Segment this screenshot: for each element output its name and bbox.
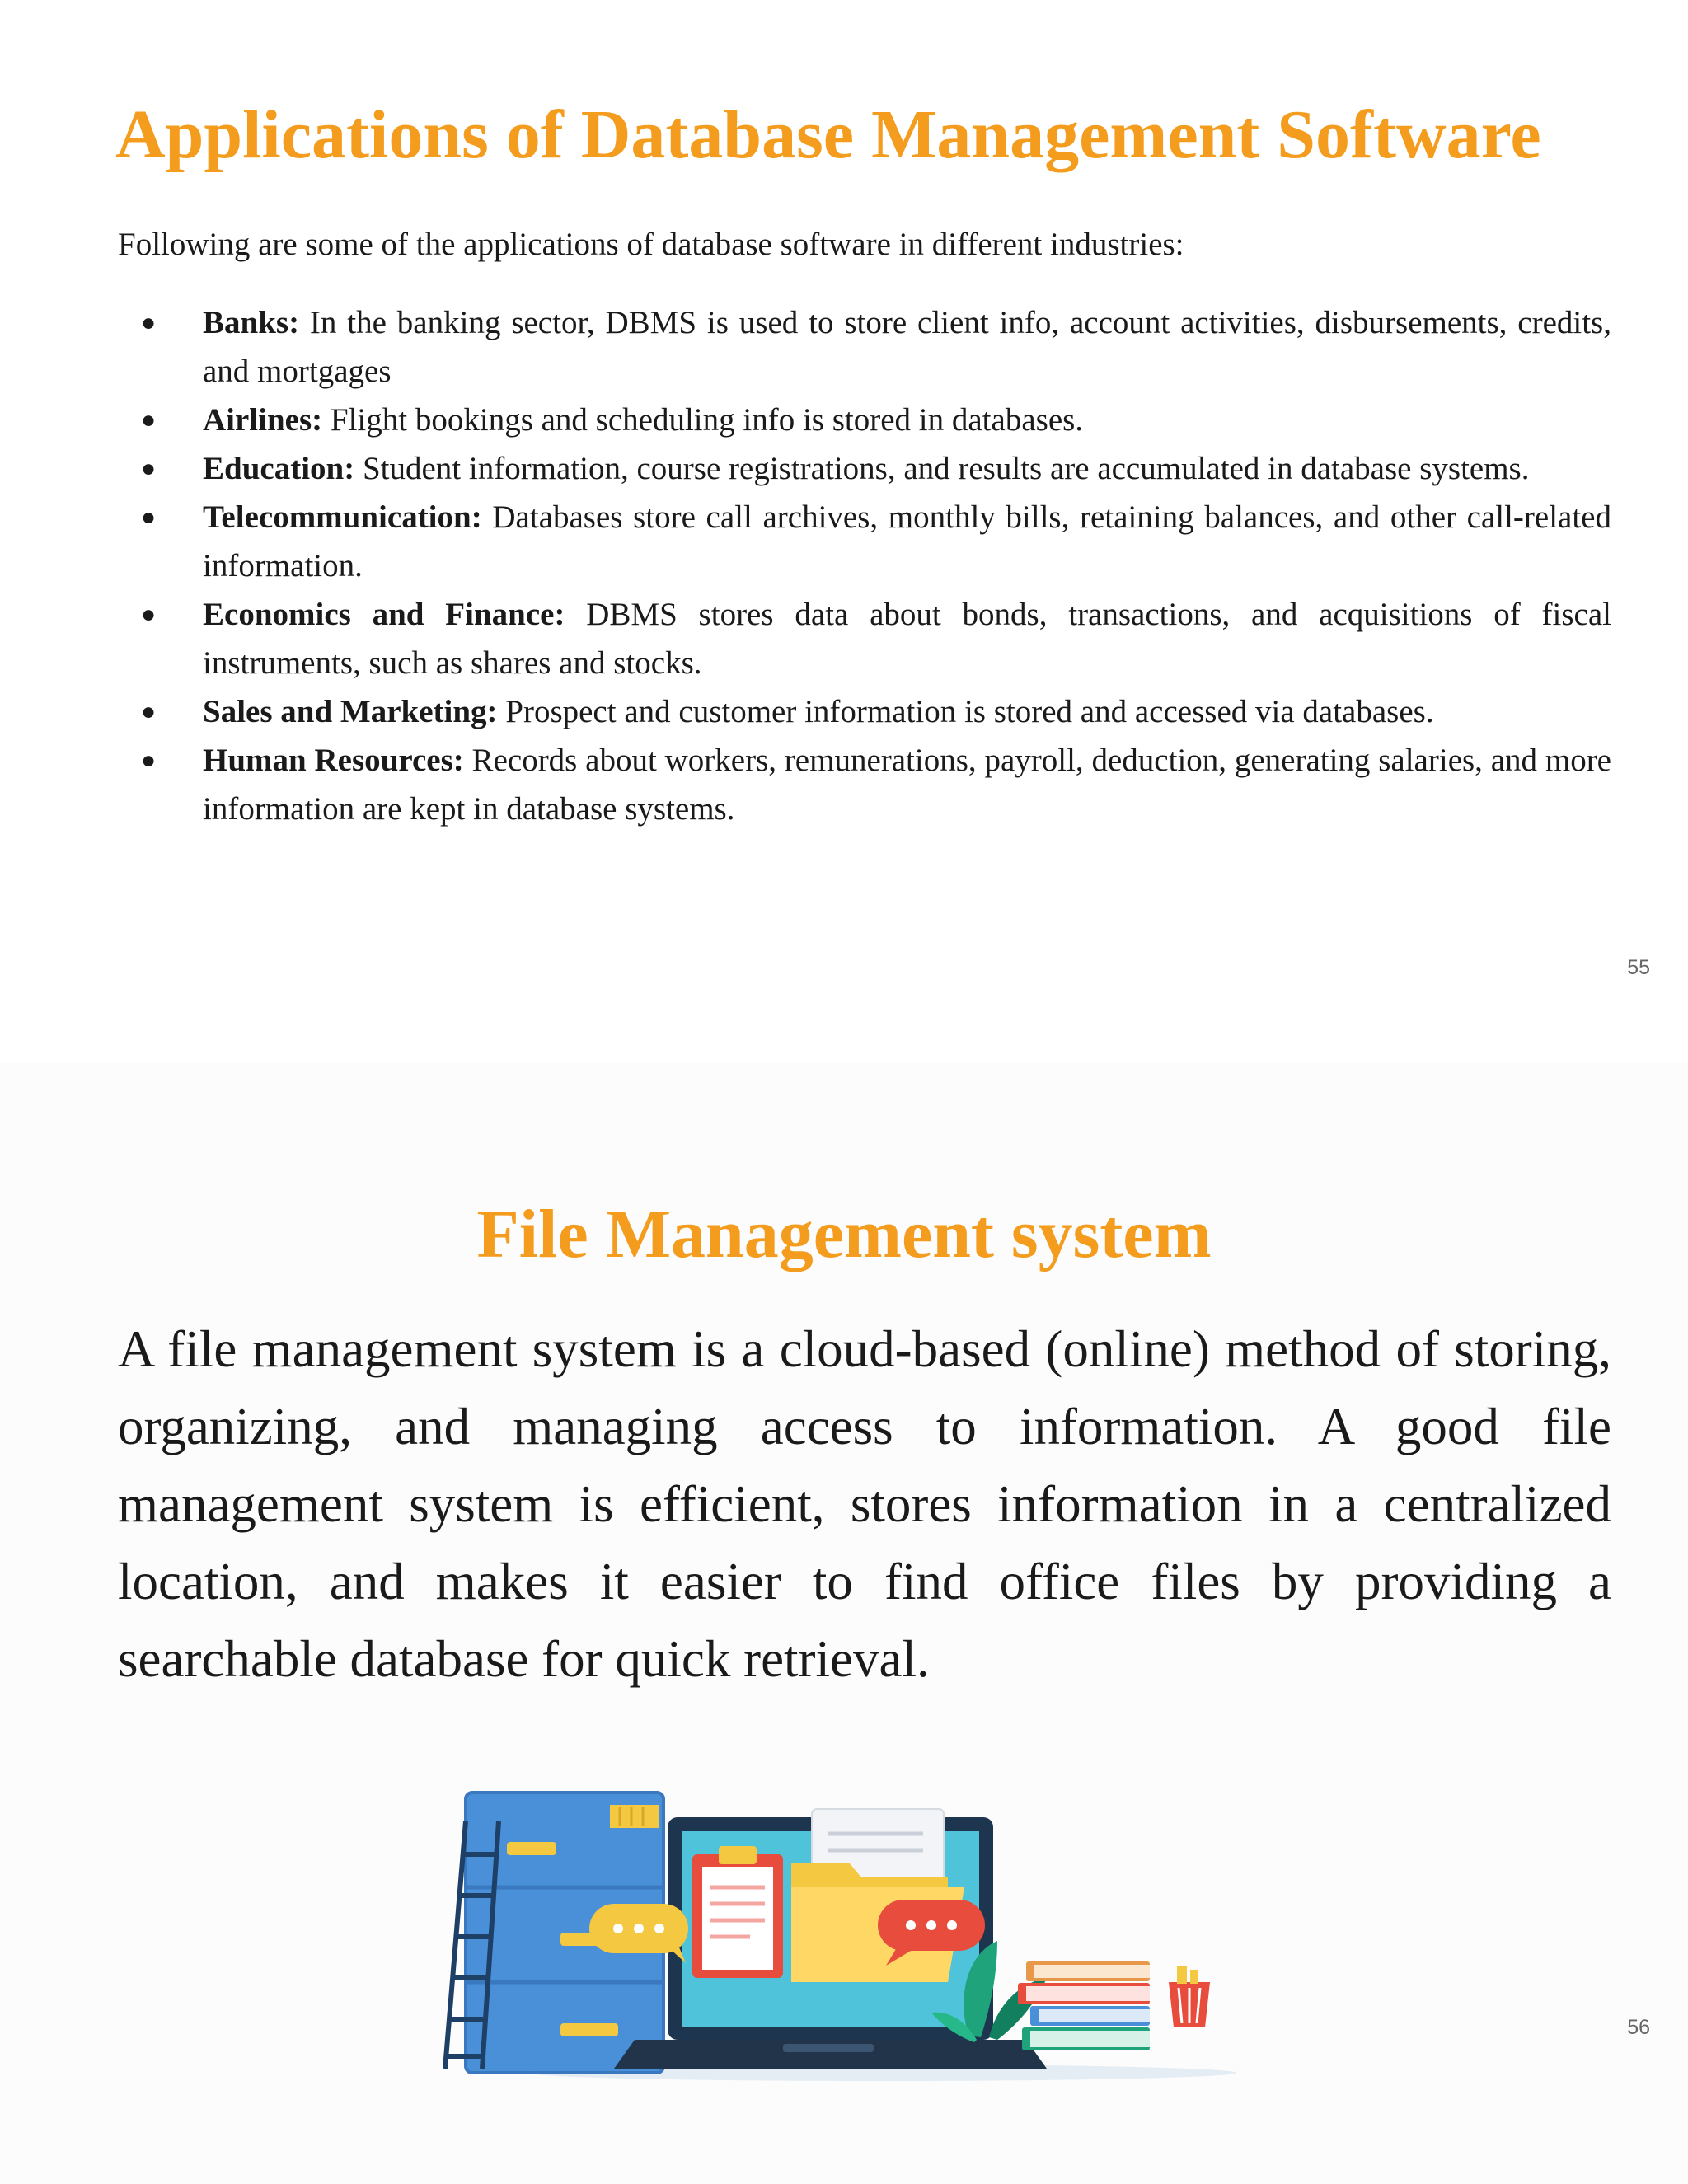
list-item (118, 590, 1611, 687)
item-text: In the banking sector, DBMS is used to store client info, account activities, disbursements, credits, and mortgages (203, 305, 1611, 389)
page-heading-file-management: File Management system (476, 1196, 1212, 1272)
item-text: Records about workers, remunerations, payroll, deduction, generating salaries, and more information are kept in database systems. (203, 743, 1611, 827)
file-management-illustration (420, 1772, 1294, 2085)
item-text: Databases store call archives, monthly bills, retaining balances, and other call-related information. (203, 499, 1611, 583)
list-item (118, 298, 1611, 396)
item-text: Prospect and customer information is stored and accessed via databases. (497, 694, 1434, 729)
basket-icon (1169, 1966, 1210, 2027)
clipboard-icon (692, 1846, 783, 1978)
page-heading-applications: Applications of Database Management Software (115, 96, 1541, 173)
item-term: Banks: (203, 305, 300, 340)
item-term: Sales and Marketing: (203, 694, 498, 729)
bullet-icon: ● (141, 455, 157, 482)
item-term: Human Resources: (203, 743, 464, 778)
list-item (118, 396, 1611, 444)
list-item (118, 736, 1611, 833)
bullet-icon: ● (141, 601, 157, 628)
list-item (118, 444, 1611, 493)
file-management-paragraph: A file management system is a cloud-based (online) method of storing, organizing, and managing access to information. A good file management system is efficient, stores information in a centralized location, and makes it easier to find office files by providing a searchable database for quick retrieval. (118, 1320, 1611, 1688)
item-term: Economics and Finance: (203, 597, 565, 632)
item-term: Airlines: (203, 402, 323, 438)
bullet-icon: ● (141, 309, 157, 336)
list-item (118, 687, 1611, 736)
intro-text: Following are some of the applications of database software in different industries: (118, 227, 1184, 262)
applications-list (118, 298, 1611, 833)
item-term: Education: (203, 451, 355, 486)
bullet-icon: ● (141, 698, 157, 725)
book-stack-icon (1018, 1961, 1150, 2050)
folder-icon (791, 1809, 964, 1982)
page-number: 56 (1627, 2016, 1650, 2039)
bullet-icon: ● (141, 747, 157, 774)
list-item (118, 493, 1611, 590)
bullet-icon: ● (141, 406, 157, 434)
item-term: Telecommunication: (203, 499, 482, 535)
bullet-icon: ● (141, 504, 157, 531)
item-text: DBMS stores data about bonds, transactions, and acquisitions of fiscal instruments, such as shares and stocks. (203, 597, 1611, 681)
item-text: Student information, course registrations, and results are accumulated in database systems. (354, 451, 1530, 486)
item-text: Flight bookings and scheduling info is stored in databases. (322, 402, 1084, 438)
page-number: 55 (1627, 956, 1650, 979)
